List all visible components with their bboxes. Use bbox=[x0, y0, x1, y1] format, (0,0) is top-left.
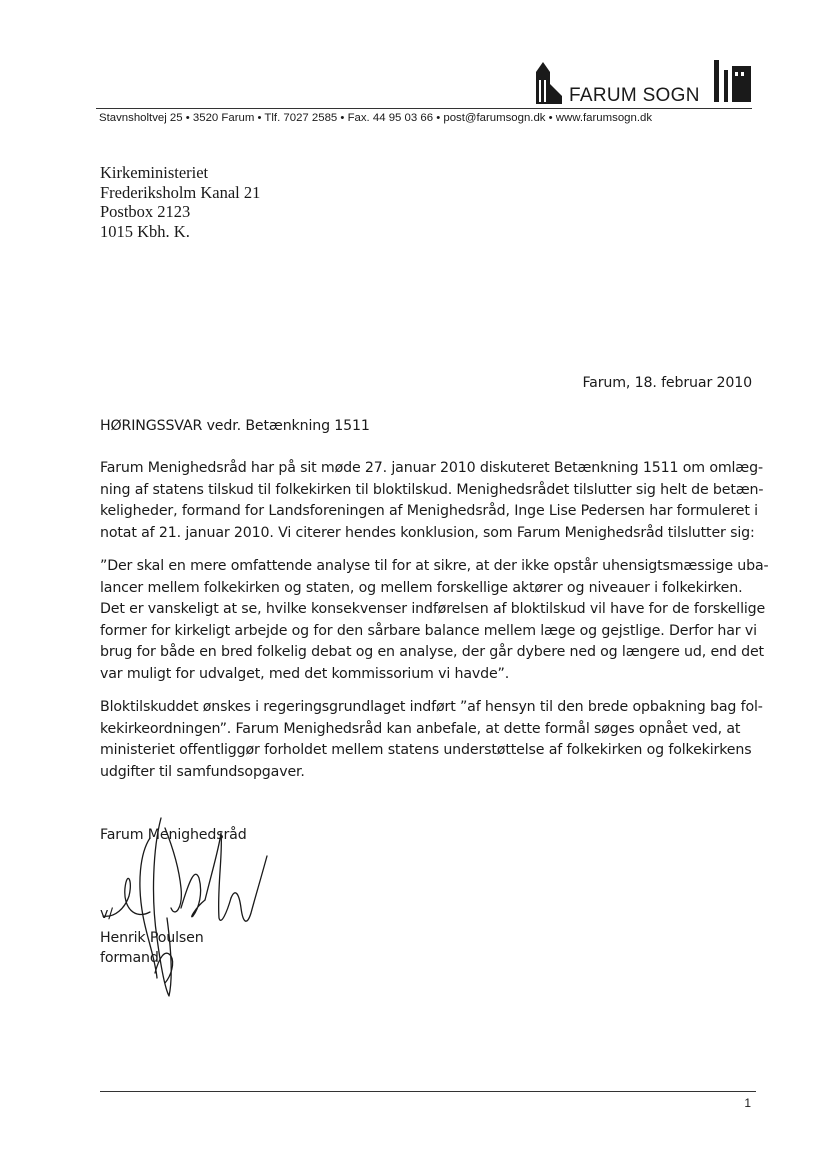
recipient-line: Frederiksholm Kanal 21 bbox=[100, 182, 261, 202]
church-logo bbox=[532, 60, 566, 106]
quote-paragraph bbox=[100, 556, 768, 685]
recipient-line: 1015 Kbh. K. bbox=[100, 221, 190, 241]
paragraph-line: Farum Menighedsråd har på sit møde 27. januar 2010 diskuteret Betænkning 1511 om omlæg- bbox=[100, 460, 763, 476]
paragraph-line: former for kirkeligt arbejde og for den sårbare balance mellem læge og gejstlige. Derfor har vi bbox=[100, 622, 757, 639]
signer-title: formand bbox=[100, 950, 159, 966]
paragraph-line: lancer mellem folkekirken og staten, og mellem forskellige aktører og niveauer i folkekirken. bbox=[100, 579, 743, 596]
building-icon bbox=[714, 58, 752, 104]
header-rule bbox=[96, 108, 752, 109]
paragraph-line: keligheder, formand for Landsforeningen af Menighedsråd, Inge Lise Pedersen har formuleret i bbox=[100, 503, 758, 519]
date-line: Farum, 18. februar 2010 bbox=[582, 375, 752, 391]
paragraph-line: udgifter til samfundsopgaver. bbox=[100, 763, 305, 780]
recipient-address bbox=[100, 163, 260, 241]
paragraph-line: Det er vanskeligt at se, hvilke konsekvenser indførelsen af bloktilskud vil have for de forskellige bbox=[100, 601, 766, 617]
paragraph-line: var muligt for udvalget, med det kommissorium vi havde”. bbox=[100, 665, 510, 682]
subject-line: HØRINGSSVAR vedr. Betænkning 1511 bbox=[100, 418, 370, 434]
paragraph-line: Bloktilskuddet ønskes i regeringsgrundlaget indført ”af hensyn til den brede opbakning bag fol- bbox=[100, 699, 763, 715]
paragraph-line: brug for både en bred folkelig debat og en analyse, der går dybere ned og længere ud, end det bbox=[100, 644, 764, 660]
paragraph-line: ”Der skal en mere omfattende analyse til for at sikre, at der ikke opstår uhensigtsmæssige uba- bbox=[100, 558, 769, 574]
signature-prefix: v/ bbox=[100, 906, 113, 922]
address-line: Stavnsholtvej 25 • 3520 Farum • Tlf. 7027 2585 • Fax. 44 95 03 66 • post@farumsogn.dk • www.farumsogn.dk bbox=[99, 112, 653, 124]
recipient-line: Postbox 2123 bbox=[100, 202, 191, 221]
closing: Farum Menighedsråd bbox=[100, 827, 247, 843]
paragraph-line: kekirkeordningen”. Farum Menighedsråd kan anbefale, at dette formål søges opnået ved, at bbox=[100, 720, 741, 737]
recipient-line: Kirkeministeriet bbox=[100, 163, 209, 182]
paragraph-line: notat af 21. januar 2010. Vi citerer hendes konklusion, som Farum Menighedsråd tilslutter sig: bbox=[100, 524, 755, 541]
paragraph bbox=[100, 458, 763, 544]
paragraph-line: ning af statens tilskud til folkekirken til bloktilskud. Menighedsrådet tilslutter sig helt de betæn- bbox=[100, 481, 764, 498]
org-name: FARUM SOGN bbox=[569, 85, 700, 106]
paragraph-line: ministeriet offentliggør forholdet mellem statens understøttelse af folkekirken og folkekirkens bbox=[100, 742, 752, 758]
footer-rule bbox=[100, 1091, 756, 1092]
handwritten-signature bbox=[95, 808, 285, 1003]
page-number: 1 bbox=[744, 1096, 751, 1110]
paragraph bbox=[100, 697, 763, 783]
signer-name: Henrik Poulsen bbox=[100, 930, 204, 946]
